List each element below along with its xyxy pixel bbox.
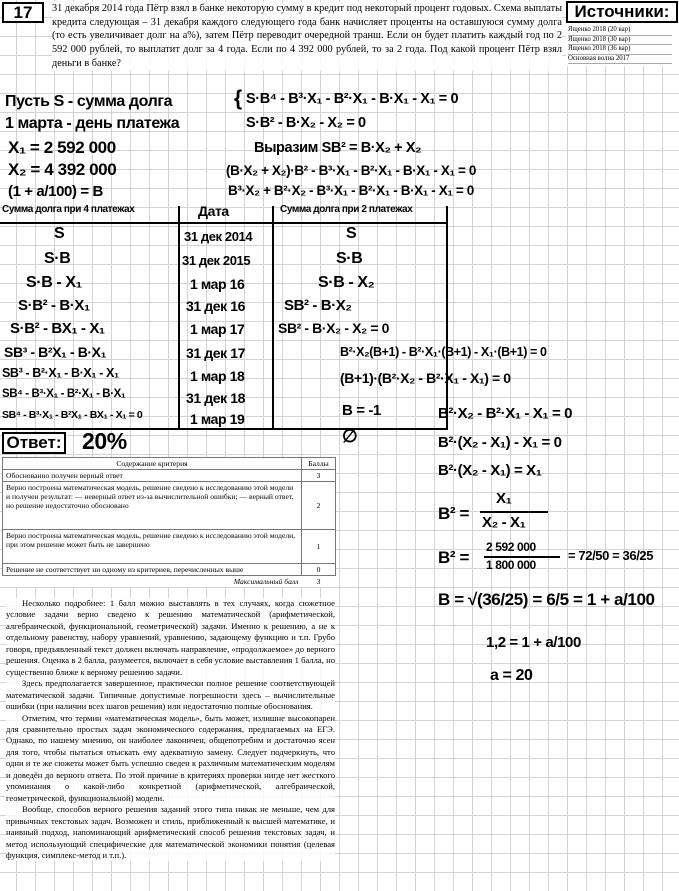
table-c3-r5: SB² - B·X₂ - X₂ = 0	[278, 320, 390, 336]
table-row	[3, 470, 336, 482]
criteria-points: 1	[302, 530, 336, 564]
criteria-points: 0	[302, 564, 336, 576]
hw-substituted: (B·X₂ + X₂)·B² - B³·X₁ - B²·X₁ - B·X₁ - X₁ = 0	[226, 163, 476, 178]
criteria-text: Верно построена математическая модель, решение сведено к исследованию этой модели и получен результат: — неверный ответ из-за вычислительной ошибки; — верный ответ, но решение недостаточно обосновано	[3, 482, 302, 530]
hw-brace: {	[234, 87, 242, 110]
source-item: Основная волна 2017	[568, 55, 672, 65]
criteria-text: Верно построена математическая модель, решение сведено к исследованию этой модели, при этом решение может быть не завершено	[3, 530, 302, 564]
table-c2-r5: 1 мар 17	[190, 321, 245, 337]
hw-factor2: (B+1)·(B²·X₂ - B²·X₁ - X₁) = 0	[340, 370, 511, 386]
table-c2-r7: 1 мар 18	[190, 368, 245, 384]
hw-b2-simpl: = 72/50 = 36/25	[568, 548, 654, 563]
criteria-text: Обоснованно получен верный ответ	[3, 470, 302, 482]
table-c1-r8: SB⁴ - B³·X₁ - B²·X₁ - B·X₁	[2, 388, 126, 400]
table-c1-r2: S·B	[44, 250, 71, 267]
sources-title: Источники:	[566, 1, 678, 23]
criteria-points: 2	[302, 482, 336, 530]
hw-expanded: B³·X₂ + B²·X₂ - B³·X₁ - B²·X₁ - B·X₁ - X₁ = 0	[228, 183, 474, 198]
answer-label: Ответ:	[2, 432, 66, 454]
criteria-max-label: Максимальный балл	[233, 577, 299, 586]
comment-paragraph: Вообще, способов верного решения заданий этого типа никак не меньше, чем для привычных текстовых задач. Возможен и стиль, приближенный к высшей математике, и наивный подход, напоминающий арифметический способ решения текстовых задач, и метод использующий специфические для математической экономики понятия (целевая функция, симплекс-метод и т.п.).	[6, 804, 335, 860]
table-c1-r9: SB⁴ - B³·X₁ - B²X₁ - BX₁ - X₁ = 0	[2, 409, 143, 421]
table-c1-r3: S·B - X₁	[26, 274, 82, 291]
hw-let-s: Пусть S - сумма долга	[5, 93, 173, 110]
hw-x1: X₁ = 2 592 000	[8, 138, 116, 157]
hw-b2-num2: 2 592 000	[486, 540, 536, 554]
problem-statement: 31 декабря 2014 года Пётр взял в банке некоторую сумму в кредит под некоторый процент годовых. Схема выплаты кредита следующая – 31 декабря каждого следующего года банк начисляет проценты на оставшуюся сумму долга (то есть увеличивает долг на a%), затем Пётр переводит очередной транш. Если он будет платить каждый год по 2 592 000 рублей, то выплатит долг за 4 года. Если по 4 392 000 рублей, то за 2 года. Под какой процент Пётр взял деньги в банке?	[52, 3, 562, 69]
table-c2-r4: 31 дек 16	[186, 298, 246, 314]
comment-paragraph: Несколько подробнее: 1 балл можно выставлять в тех случаях, когда сюжетное условие задачи верно сведено к решению математической (арифметической, алгебраической, функциональной, геометрической) задачи. Именно к решению, а не к отдельному равенству, набору уравнений, уравнению, задающему функцию и т.п. Грубо говоря, предъявленный текст должен включать направление, «продолжаемое» до верного решения. Оценка в 2 балла, разумеется, включает в себя условие выставления 1 балла, но существенно ближе к верному решению задачи.	[6, 598, 335, 677]
table-c2-r9: 1 мар 19	[190, 411, 245, 427]
hw-frac-line	[480, 511, 548, 513]
comment-paragraph: Здесь предполагается завершенное, практически полное решение соответствующей математической задачи. Типичные допустимые погрешности здесь – вычислительные ошибки (при наличии всех шагов решения) или недостаточно полные обоснования.	[6, 678, 335, 712]
table-c2-r2: 31 дек 2015	[182, 253, 251, 268]
hw-b2-den: X₂ - X₁	[482, 514, 526, 531]
table-c3-r1: S	[346, 225, 357, 242]
table-c1-r6: SB³ - B²X₁ - B·X₁	[4, 344, 106, 360]
table-c3-r4: SB² - B·X₂	[284, 297, 352, 314]
criteria-header-points: Баллы	[302, 458, 336, 470]
table-c1-r7: SB³ - B²·X₁ - B·X₁ - X₁	[2, 366, 119, 380]
hw-factor1: B²·X₂(B+1) - B²·X₁·(B+1) - X₁·(B+1) = 0	[340, 345, 547, 359]
table-c2-r3: 1 мар 16	[190, 276, 245, 292]
hw-b2-eq: B² =	[438, 504, 469, 523]
criteria-text: Решение не соответствует ни одному из критериев, перечисленных выше	[3, 564, 302, 576]
table-c3-r2: S·B	[336, 250, 363, 267]
table-row	[3, 576, 336, 588]
hw-sys-eq1: S·B⁴ - B³·X₁ - B²·X₁ - B·X₁ - X₁ = 0	[246, 91, 459, 107]
source-item: Ященко 2018 (20 вар)	[568, 26, 672, 36]
table-c1-r4: S·B² - B·X₁	[18, 297, 90, 314]
table-header-4pay: Сумма долга при 4 платежах	[2, 204, 135, 215]
table-row	[3, 530, 336, 564]
hw-step2: B²·(X₂ - X₁) - X₁ = 0	[438, 434, 562, 451]
problem-number: 17	[2, 2, 44, 23]
hw-b2-eq2: B² =	[438, 548, 469, 567]
hw-b-def: (1 + a/100) = B	[8, 183, 103, 200]
hw-b-value: B = √(36/25) = 6/5 = 1 + a/100	[438, 590, 655, 609]
table-header-date: Дата	[198, 203, 229, 219]
table-c2-r1: 31 дек 2014	[184, 229, 253, 244]
table-row	[3, 482, 336, 530]
source-item: Ященко 2018 (30 вар)	[568, 36, 672, 46]
hw-express: Выразим SB² = B·X₂ + X₂	[254, 140, 422, 156]
table-c2-r6: 31 дек 17	[186, 345, 246, 361]
criteria-header-content: Содержание критерия	[3, 458, 302, 470]
sources-list	[568, 26, 672, 64]
table-c3-r3: S·B - X₂	[318, 274, 375, 291]
hw-sys-eq2: S·B² - B·X₂ - X₂ = 0	[246, 115, 366, 131]
source-item: Ященко 2018 (36 вар)	[568, 45, 672, 55]
hw-step3: B²·(X₂ - X₁) = X₁	[438, 462, 542, 479]
criteria-points: 3	[302, 470, 336, 482]
hw-march-payment: 1 марта - день платежа	[5, 115, 180, 132]
hw-a-result: a = 20	[490, 667, 533, 684]
hw-x2: X₂ = 4 392 000	[8, 160, 117, 179]
hw-step1: B²·X₂ - B²·X₁ - X₁ = 0	[438, 405, 573, 422]
table-c1-r5: S·B² - BX₁ - X₁	[10, 320, 105, 337]
comment-paragraph: Отметим, что термин «математическая модель», быть может, излишне высокопарен для сравнительно простых задач экономического содержания, предлагаемых на ЕГЭ. Однако, по нашему мнению, он наиболее лаконичен, общепотребим и достаточно ясен для того, чтобы пытаться отыскать ему адекватную замену. Следует подчеркнуть, что одни и те же сюжеты может быть успешно сведен к различным математическим моделям и доведён до верного ответа. По этой причине в критериях проверки нигде нет жесткого упоминания о какой-либо конкретной (арифметической, алгебраической, геометрической, функциональной) модели.	[6, 712, 335, 803]
criteria-table	[2, 457, 336, 587]
table-header-2pay: Сумма долга при 2 платежах	[280, 204, 413, 215]
hw-eq-a: 1,2 = 1 + a/100	[486, 634, 581, 651]
table-c1-r1: S	[54, 225, 65, 242]
hw-empty-set: ∅	[342, 426, 358, 446]
sources-panel	[566, 0, 679, 66]
hw-b2-den2: 1 800 000	[486, 558, 536, 572]
hw-b-minus-one: B = -1	[342, 402, 381, 419]
answer-value: 20%	[82, 428, 127, 454]
hw-b2-num: X₁	[496, 490, 512, 507]
table-row	[3, 564, 336, 576]
criteria-max-value: 3	[316, 577, 321, 586]
criteria-comment	[6, 598, 335, 861]
table-c2-r8: 31 дек 18	[186, 390, 246, 406]
